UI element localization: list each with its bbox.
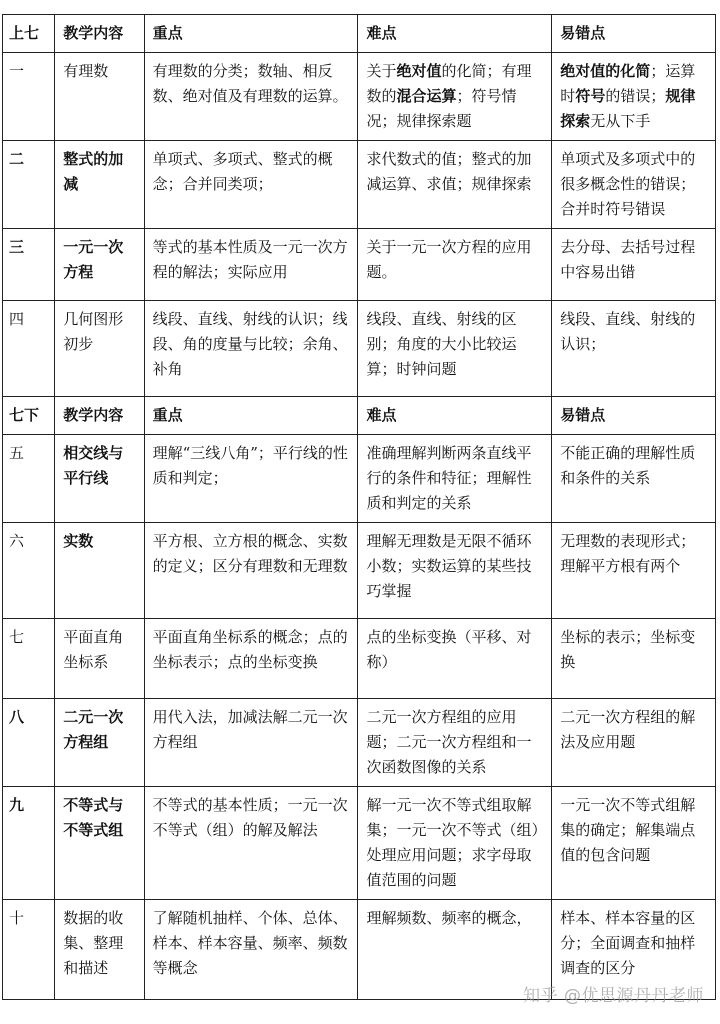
table-row [3,53,716,141]
difficult-points: 二元一次方程组的应用题；二元一次方程组和一次函数图像的关系 [358,699,552,787]
header-cell: 七下 [3,397,55,435]
table-row [3,619,716,699]
header-cell: 易错点 [552,15,716,53]
header-cell: 教学内容 [55,15,144,53]
header-cell: 难点 [358,15,552,53]
difficult-points: 理解无理数是无限不循环小数；实数运算的某些技巧掌握 [358,523,552,619]
chapter-topic: 数据的收集、整理和描述 [55,900,144,1000]
key-points: 线段、直线、射线的认识；线段、角的度量与比较；余角、补角 [144,301,358,397]
key-points: 平面直角坐标系的概念；点的坐标表示；点的坐标变换 [144,619,358,699]
syllabus-table [2,14,716,1000]
difficult-points: 理解频数、频率的概念， [358,900,552,1000]
error-prone-points: 坐标的表示；坐标变换 [552,619,716,699]
chapter-topic: 一元一次方程 [55,229,144,301]
header-cell: 重点 [144,397,358,435]
chapter-topic: 平面直角坐标系 [55,619,144,699]
header-cell: 难点 [358,397,552,435]
chapter-number: 二 [3,141,55,229]
key-points: 等式的基本性质及一元一次方程的解法；实际应用 [144,229,358,301]
table-row [3,435,716,523]
chapter-number: 一 [3,53,55,141]
key-points: 了解随机抽样、个体、总体、样本、样本容量、频率、频数等概念 [144,900,358,1000]
chapter-topic: 实数 [55,523,144,619]
chapter-number: 九 [3,787,55,900]
error-prone-points: 绝对值的化简；运算时符号的错误；规律探索无从下手 [552,53,716,141]
key-points: 不等式的基本性质；一元一次不等式（组）的解及解法 [144,787,358,900]
error-prone-points: 不能正确的理解性质和条件的关系 [552,435,716,523]
difficult-points: 关于一元一次方程的应用题。 [358,229,552,301]
key-points: 平方根、立方根的概念、实数的定义；区分有理数和无理数 [144,523,358,619]
chapter-number: 五 [3,435,55,523]
chapter-topic: 几何图形初步 [55,301,144,397]
error-prone-points: 样本、样本容量的区分；全面调查和抽样调查的区分 [552,900,716,1000]
table-header-row [3,397,716,435]
chapter-number: 七 [3,619,55,699]
chapter-number: 四 [3,301,55,397]
table-row [3,141,716,229]
table-row [3,787,716,900]
chapter-number: 六 [3,523,55,619]
table-row [3,699,716,787]
difficult-points: 准确理解判断两条直线平行的条件和特征；理解性质和判定的关系 [358,435,552,523]
difficult-points: 关于绝对值的化简；有理数的混合运算；符号情况；规律探索题 [358,53,552,141]
chapter-number: 八 [3,699,55,787]
error-prone-points: 无理数的表现形式；理解平方根有两个 [552,523,716,619]
chapter-topic: 二元一次方程组 [55,699,144,787]
difficult-points: 线段、直线、射线的区别；角度的大小比较运算；时钟问题 [358,301,552,397]
key-points: 有理数的分类；数轴、相反数、绝对值及有理数的运算。 [144,53,358,141]
table-row [3,523,716,619]
chapter-number: 十 [3,900,55,1000]
watermark: 知乎 @优思源丹丹老师 [523,986,704,1006]
difficult-points: 求代数式的值；整式的加减运算、求值；规律探索 [358,141,552,229]
chapter-topic: 整式的加减 [55,141,144,229]
key-points: 单项式、多项式、整式的概念；合并同类项； [144,141,358,229]
header-cell: 易错点 [552,397,716,435]
key-points: 理解“三线八角”；平行线的性质和判定； [144,435,358,523]
header-cell: 教学内容 [55,397,144,435]
chapter-number: 三 [3,229,55,301]
chapter-topic: 相交线与平行线 [55,435,144,523]
header-cell: 上七 [3,15,55,53]
table-row [3,301,716,397]
difficult-points: 点的坐标变换（平移、对称） [358,619,552,699]
chapter-topic: 不等式与不等式组 [55,787,144,900]
table-header-row [3,15,716,53]
key-points: 用代入法，加减法解二元一次方程组 [144,699,358,787]
error-prone-points: 二元一次方程组的解法及应用题 [552,699,716,787]
error-prone-points: 单项式及多项式中的很多概念性的错误；合并时符号错误 [552,141,716,229]
error-prone-points: 线段、直线、射线的认识； [552,301,716,397]
error-prone-points: 一元一次不等式组解集的确定；解集端点值的包含问题 [552,787,716,900]
error-prone-points: 去分母、去括号过程中容易出错 [552,229,716,301]
table-row [3,229,716,301]
difficult-points: 解一元一次不等式组取解集；一元一次不等式（组）处理应用问题；求字母取值范围的问题 [358,787,552,900]
header-cell: 重点 [144,15,358,53]
chapter-topic: 有理数 [55,53,144,141]
